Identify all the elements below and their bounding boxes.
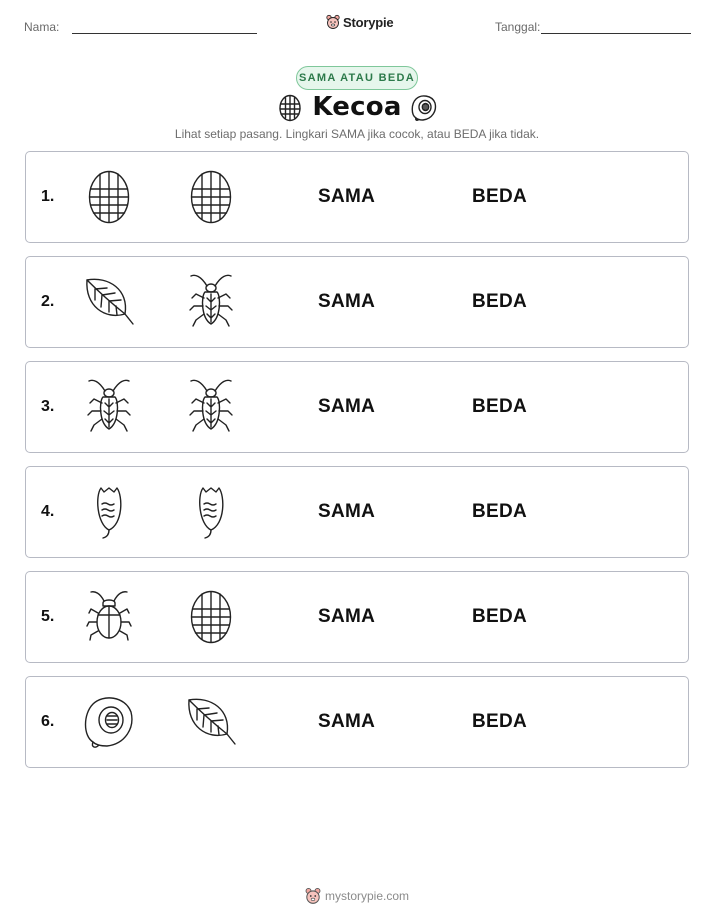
- page-title: Kecoa: [312, 92, 402, 122]
- sama-option[interactable]: SAMA: [318, 606, 376, 627]
- date-label: Tanggal:: [495, 20, 541, 34]
- ootheca-icon: [81, 167, 137, 227]
- brand-logo: [326, 14, 393, 30]
- row-number: 2.: [41, 293, 55, 310]
- beda-option[interactable]: BEDA: [472, 606, 528, 627]
- row-number: 5.: [41, 608, 55, 625]
- activity-badge: SAMA ATAU BEDA: [296, 66, 418, 90]
- sama-option[interactable]: SAMA: [318, 711, 376, 732]
- larva-icon: [183, 482, 239, 542]
- instruction-text: Lihat setiap pasang. Lingkari SAMA jika cocok, atau BEDA jika tidak.: [174, 127, 540, 141]
- footer: [0, 887, 714, 905]
- row-number: 1.: [41, 188, 55, 205]
- date-field-line[interactable]: [541, 33, 691, 34]
- question-row-2: [25, 256, 689, 348]
- beda-option[interactable]: BEDA: [472, 711, 528, 732]
- beetle-icon: [81, 587, 137, 647]
- row-number: 3.: [41, 398, 55, 415]
- leaf-icon: [81, 272, 137, 332]
- sama-option[interactable]: SAMA: [318, 396, 376, 417]
- brand-name: Storypie: [343, 14, 394, 30]
- footer-site-link[interactable]: mystorypie.com: [324, 889, 410, 903]
- beda-option[interactable]: BEDA: [472, 501, 528, 522]
- name-label: Nama:: [24, 20, 60, 34]
- ootheca-icon: [183, 167, 239, 227]
- row-number: 6.: [41, 713, 55, 730]
- beda-option[interactable]: BEDA: [472, 396, 528, 417]
- larva-icon: [81, 482, 137, 542]
- beda-option[interactable]: BEDA: [472, 291, 528, 312]
- question-row-4: [25, 466, 689, 558]
- bear-mascot-icon: [326, 14, 340, 30]
- sama-option[interactable]: SAMA: [318, 291, 376, 312]
- cockroach-icon: [81, 377, 137, 437]
- sama-option[interactable]: SAMA: [318, 501, 376, 522]
- name-field-line[interactable]: [72, 33, 257, 34]
- cockroach-icon: [183, 377, 239, 437]
- question-row-1: [25, 151, 689, 243]
- row-number: 4.: [41, 503, 55, 520]
- ootheca-icon: [278, 94, 302, 122]
- question-row-6: [25, 676, 689, 768]
- ootheca-icon: [183, 587, 239, 647]
- leaf-icon: [183, 692, 239, 752]
- cockroach-icon: [183, 272, 239, 332]
- sama-option[interactable]: SAMA: [318, 186, 376, 207]
- beda-option[interactable]: BEDA: [472, 186, 528, 207]
- snail-shell-icon: [81, 692, 137, 752]
- question-row-3: [25, 361, 689, 453]
- question-row-5: [25, 571, 689, 663]
- snail-shell-icon: [410, 94, 437, 122]
- bear-mascot-icon: [305, 887, 321, 905]
